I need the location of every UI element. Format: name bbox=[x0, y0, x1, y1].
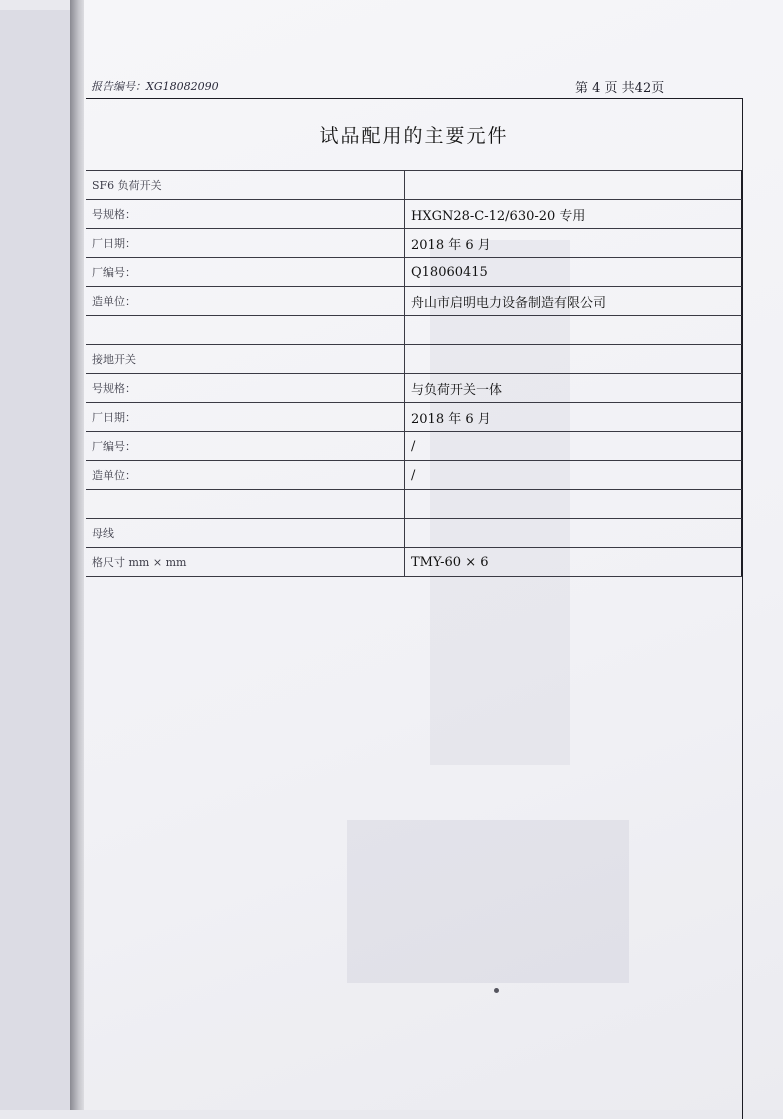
table-row bbox=[86, 519, 742, 548]
row-label: 号规格： bbox=[86, 374, 405, 403]
row-value bbox=[405, 490, 742, 519]
table-row bbox=[86, 432, 742, 461]
table-row bbox=[86, 345, 742, 374]
row-label: SF6 负荷开关 bbox=[86, 171, 405, 200]
row-value: HXGN28-C-12/630-20 专用 bbox=[405, 200, 742, 229]
table-row bbox=[86, 258, 742, 287]
row-label: 格尺寸 mm × mm bbox=[86, 548, 405, 577]
row-label bbox=[86, 316, 405, 345]
table-row bbox=[86, 316, 742, 345]
table-row bbox=[86, 403, 742, 432]
row-label: 厂编号： bbox=[86, 258, 405, 287]
row-value: / bbox=[405, 432, 742, 461]
row-value: 2018 年 6 月 bbox=[405, 403, 742, 432]
row-label: 造单位： bbox=[86, 461, 405, 490]
table-row bbox=[86, 287, 742, 316]
table-row bbox=[86, 229, 742, 258]
report-number: 报告编号：XG18082090 bbox=[91, 80, 219, 93]
row-label: 接地开关 bbox=[86, 345, 405, 374]
row-value: 与负荷开关一体 bbox=[405, 374, 742, 403]
row-label: 厂日期： bbox=[86, 403, 405, 432]
table-row bbox=[86, 548, 742, 577]
page-info: 第 4 页 共42页 bbox=[575, 81, 665, 96]
row-label: 厂日期： bbox=[86, 229, 405, 258]
row-label: 号规格： bbox=[86, 200, 405, 229]
row-value: 舟山市启明电力设备制造有限公司 bbox=[405, 287, 742, 316]
row-value bbox=[405, 171, 742, 200]
table-row bbox=[86, 171, 742, 200]
row-label: 母线 bbox=[86, 519, 405, 548]
paper-speck bbox=[494, 988, 499, 993]
row-value: 2018 年 6 月 bbox=[405, 229, 742, 258]
row-value bbox=[405, 345, 742, 374]
table-row bbox=[86, 374, 742, 403]
components-table bbox=[86, 170, 742, 577]
row-label: 厂编号： bbox=[86, 432, 405, 461]
table-row bbox=[86, 461, 742, 490]
row-value: TMY-60 × 6 bbox=[405, 548, 742, 577]
row-label bbox=[86, 490, 405, 519]
row-value: Q18060415 bbox=[405, 258, 742, 287]
row-value bbox=[405, 316, 742, 345]
table-row bbox=[86, 200, 742, 229]
row-value: / bbox=[405, 461, 742, 490]
row-label: 造单位： bbox=[86, 287, 405, 316]
page-title: 试品配用的主要元件 bbox=[86, 98, 742, 171]
table-row bbox=[86, 490, 742, 519]
row-value bbox=[405, 519, 742, 548]
